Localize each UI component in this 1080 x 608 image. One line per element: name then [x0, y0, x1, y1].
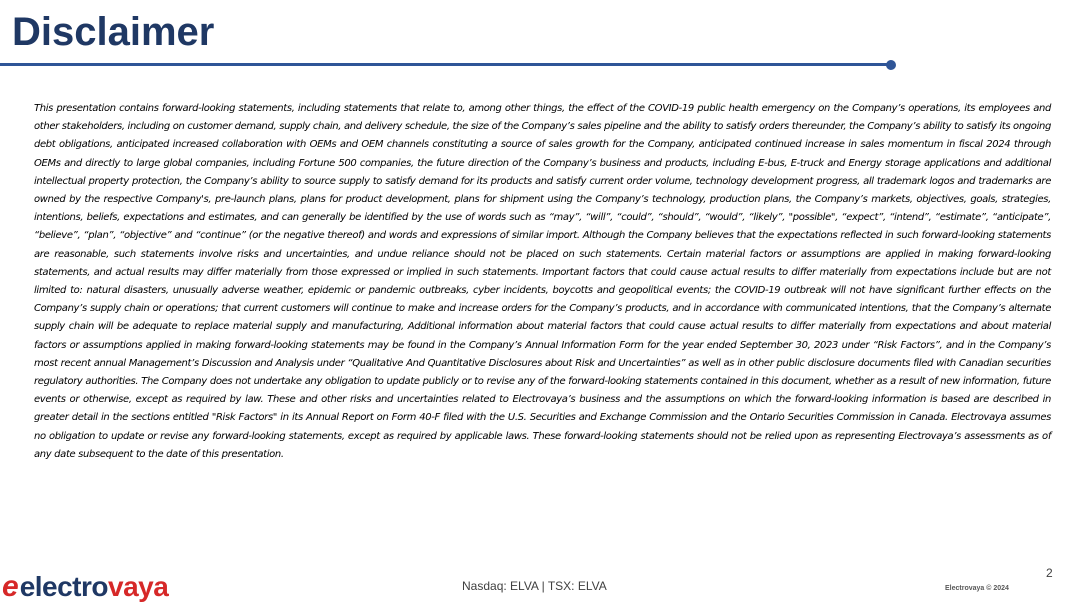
logo-wordmark — [20, 569, 169, 605]
copyright-notice: Electrovaya © 2024 — [945, 585, 1009, 592]
logo-wordmark-part2: vaya — [108, 571, 169, 602]
logo-mark-icon: e — [2, 570, 19, 603]
disclaimer-body: This presentation contains forward-looking statements, including statements that relate to, among other things, the effect of the COVID-19 public health emergency on the Company’s operations, its employees and other stakeholders, including on customer demand, supply chain, and delivery schedule, the size of the Company’s sales pipeline and the ability to satisfy orders thereunder, the Company’s ability to satisfy its ongoing debt obligations, anticipated increased collaboration with OEMs and OEM channels constituting a source of sales growth for the Company, anticipated continued increase in sales momentum in fiscal 2024 through OEMs and directly to large global companies, including Fortune 500 companies, the future direction of the Company’s business and products, including E-bus, E-truck and Energy storage applications and additional intellectual property protection, the Company’s ability to source supply to satisfy demand for its products and satisfy current order volume, technology development progress, all trademark logos and trademarks are owned by the respective Company's, pre-launch plans, plans for product development, plans for shipment using the Company’s technology, production plans, the Company’s markets, objectives, goals, strategies, intentions, beliefs, expectations and estimates, and can generally be identified by the use of words such as “may”, “will”, “could”, “should”, “would”, “likely”, "possible", “expect”, “intend”, “estimate”, “anticipate”, “believe”, “plan”, “objective” and “continue” (or the negative thereof) and words and expressions of similar import. Although the Company believes that the expectations reflected in such forward-looking statements are reasonable, such statements involve risks and uncertainties, and undue reliance should not be placed on such statements. Certain material factors or assumptions are applied in making forward-looking statements, and actual results may differ materially from those expressed or implied in such statements. Important factors that could cause actual results to differ materially from expectations include but are not limited to: natural disasters, unusually adverse weather, epidemic or pandemic outbreaks, cyber incidents, boycotts and geopolitical events; the COVID-19 outbreak will not have significant further effects on the Company’s supply chain or operations; that current customers will continue to make and increase orders for the Company’s products, and in accordance with communicated intentions, that the Company’s alternate supply chain will be adequate to replace material supply and manufacturing, Additional information about material factors that could cause actual results to differ materially from expectations and about material factors or assumptions applied in making forward-looking statements may be found in the Company’s Annual Information Form for the year ended September 30, 2023 under “Risk Factors”, and in the Company’s most recent annual Management’s Discussion and Analysis under “Qualitative And Quantitative Disclosures about Risk and Uncertainties” as well as in other public disclosure documents filed with Canadian securities regulatory authorities. The Company does not undertake any obligation to update publicly or to revise any of the forward-looking statements contained in this document, whether as a result of new information, future events or otherwise, except as required by law. These and other risks and uncertainties related to Electrovaya’s business and the assumptions on which the forward-looking information is based are described in greater detail in the sections entitled "Risk Factors" in its Annual Report on Form 40-F filed with the U.S. Securities and Exchange Commission and the Ontario Securities Commission in Canada. Electrovaya assumes no obligation to update or revise any forward-looking statements, except as required by applicable laws. These forward-looking statements should not be relied upon as representing Electrovaya’s assessments as of any date subsequent to the date of this presentation. — [34, 103, 1051, 460]
electrovaya-logo — [2, 569, 168, 605]
slide-title: Disclaimer — [12, 10, 215, 54]
title-underline — [0, 63, 888, 66]
title-underline-dot — [886, 60, 896, 70]
page-number: 2 — [1046, 566, 1053, 580]
stock-ticker: Nasdaq: ELVA | TSX: ELVA — [462, 579, 607, 593]
logo-wordmark-part1: electro — [19, 571, 109, 602]
